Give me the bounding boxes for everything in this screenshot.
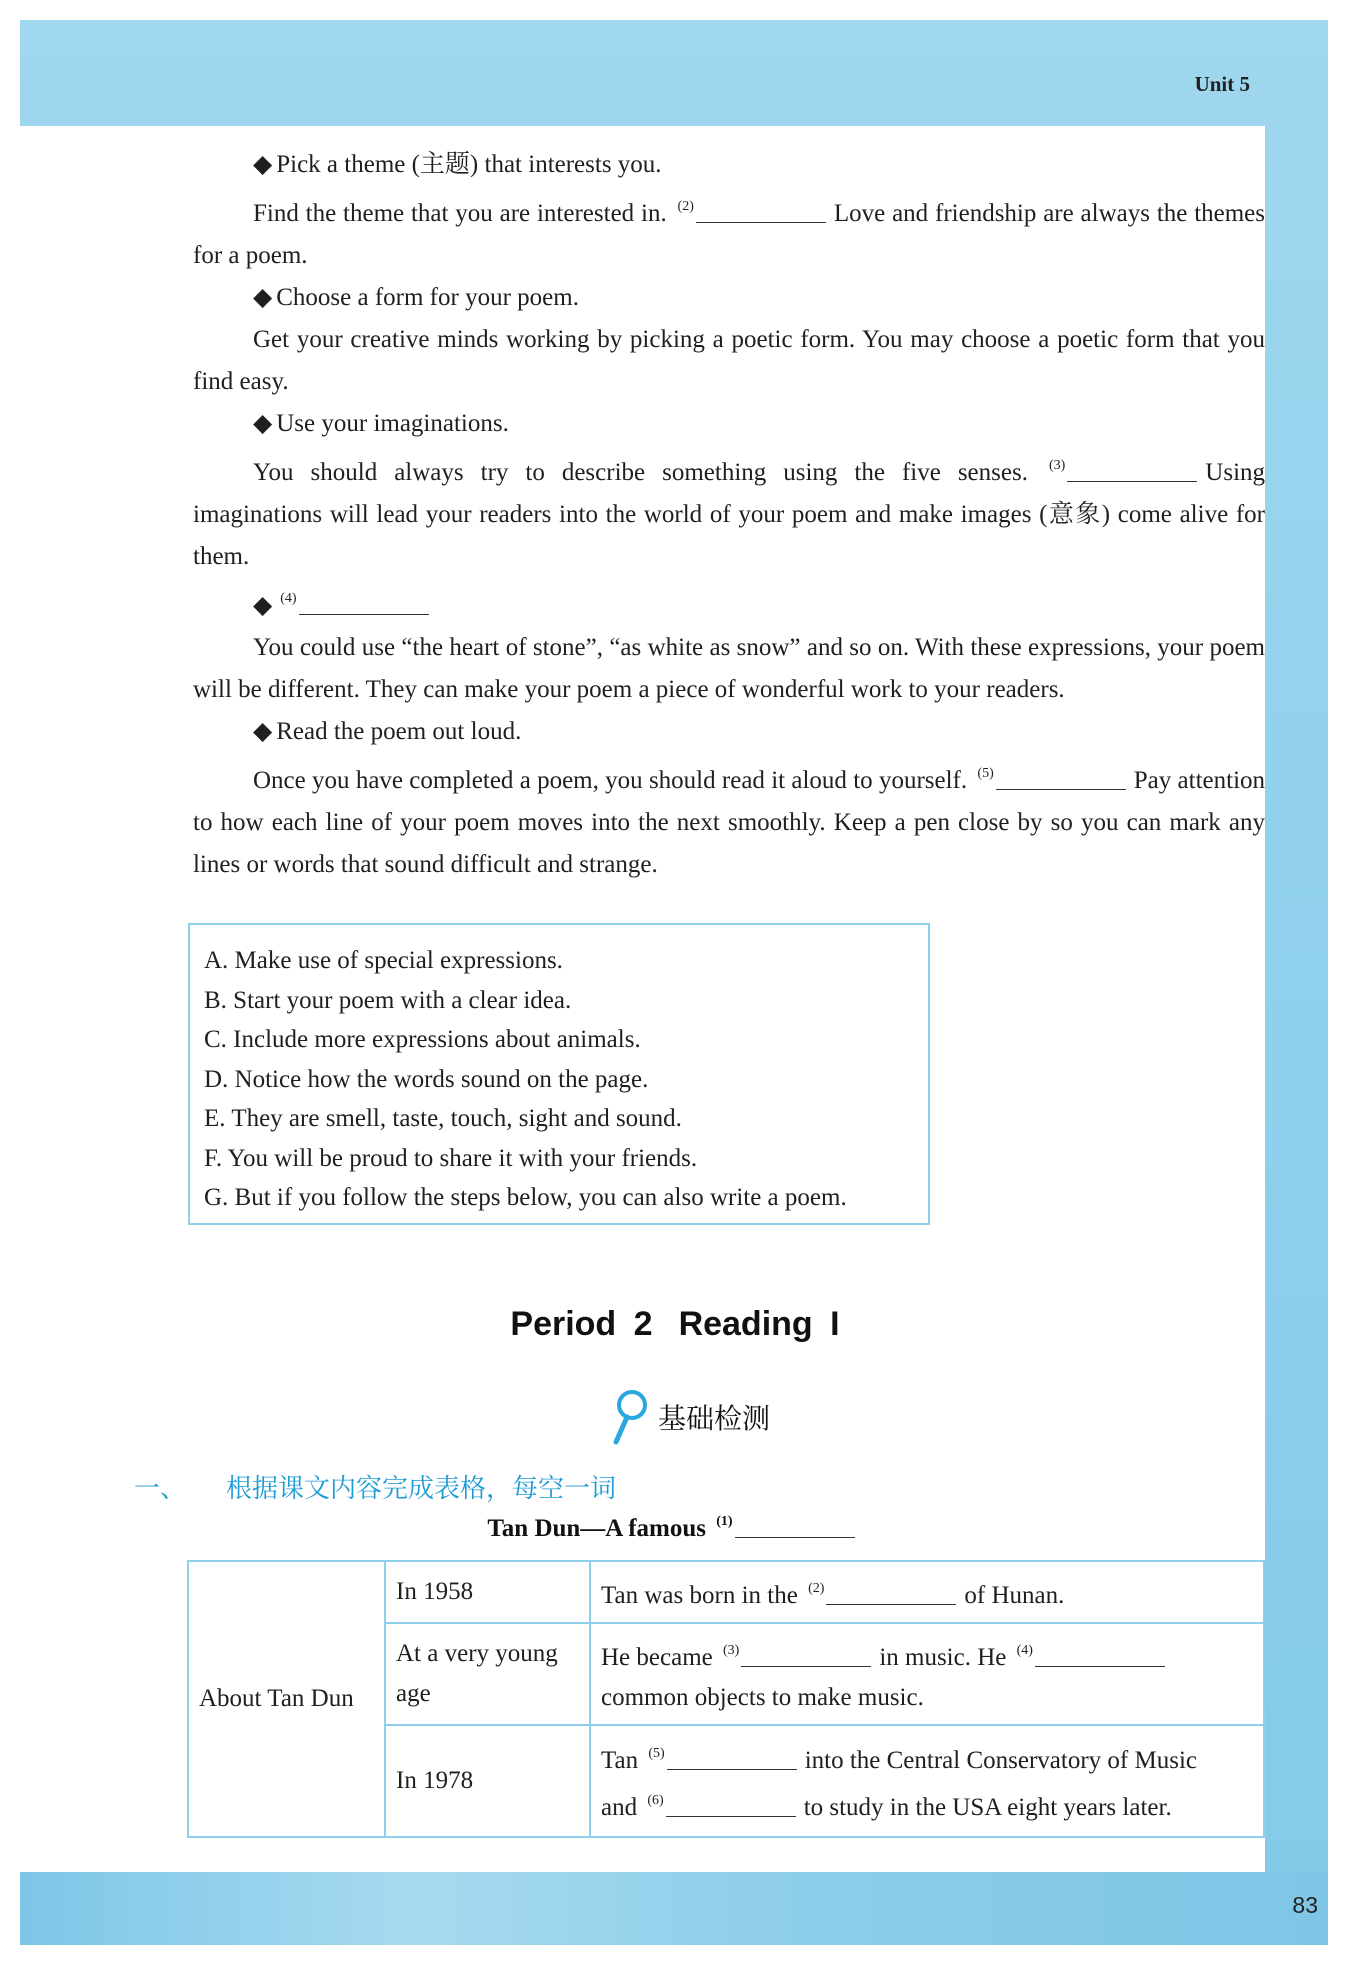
row-header-cell: About Tan Dun — [188, 1561, 385, 1837]
option-c: C. Include more expressions about animals. — [204, 1026, 641, 1053]
time-cell: In 1958 — [385, 1561, 590, 1623]
paragraph: You could use “the heart of stone”, “as white as snow” and so on. With these expressions, your poem will be different. They can make your poem a piece of wonderful work to your readers. — [193, 634, 1265, 703]
step-heading: ◆ Choose a form for your poem. — [253, 284, 579, 311]
answer-blank[interactable] — [996, 767, 1126, 790]
blank-number: (2) — [677, 199, 694, 214]
time-cell: In 1978 — [385, 1725, 590, 1837]
detail-cell: Tan was born in the $^{(2)}$ of Hunan. — [590, 1561, 1264, 1623]
magnifier-icon — [608, 1388, 650, 1446]
blank-number: (3) — [722, 1642, 740, 1658]
option-f: F. You will be proud to share it with your friends. — [204, 1144, 698, 1172]
period-label: Period 2 — [510, 1305, 653, 1343]
diamond-bullet-icon: ◆ — [253, 718, 273, 745]
step-heading: ◆ Read the poem out loud. — [253, 718, 522, 745]
period-name: Reading I — [678, 1305, 840, 1343]
step-heading: ◆ Pick a theme (主题) that interests you. — [253, 151, 662, 178]
option-a: A. Make use of special expressions. — [204, 947, 563, 974]
basic-check-header — [608, 1388, 770, 1446]
page-frame-bottom — [20, 1872, 1328, 1945]
blank-number: (4) — [1016, 1642, 1033, 1658]
blank-number: (5) — [648, 1746, 665, 1761]
answer-blank[interactable] — [826, 1582, 956, 1605]
blank-number: (4) — [280, 591, 297, 606]
diamond-bullet-icon: ◆ — [253, 592, 273, 619]
basic-check-label: 基础检测 — [658, 1402, 771, 1435]
blank-number: (6) — [647, 1793, 664, 1808]
detail-cell: Tan $^{(5)}$ into the Central Conservatory of Music and $^{(6)}$ to study in the USA eight years later. — [590, 1725, 1264, 1837]
answer-blank[interactable] — [741, 1644, 871, 1667]
answer-blank[interactable] — [1067, 459, 1197, 482]
detail-cell: He became $^{(3)}$ in music. He $^{(4)}$ common objects to make music. — [590, 1623, 1264, 1725]
reading-passage — [193, 144, 1265, 886]
table-title: Tan Dun—A famous $^{(1)}$ — [0, 1514, 1350, 1543]
paragraph: You should always try to describe something using the five senses. $^{(3)}$ Using imaginations will lead your readers into the world of your poem and make images (意象) come alive for them. — [193, 458, 1266, 570]
period-title — [0, 1305, 1350, 1344]
diamond-bullet-icon: ◆ — [253, 151, 273, 178]
option-g: G. But if you follow the steps below, you can also write a poem. — [204, 1184, 847, 1211]
table-row — [188, 1561, 1264, 1623]
answer-blank[interactable] — [299, 592, 429, 615]
time-cell: At a very young age — [385, 1623, 590, 1725]
blank-number: (2) — [808, 1580, 825, 1596]
answer-blank[interactable] — [696, 200, 826, 223]
step-heading: ◆ Use your imaginations. — [253, 410, 509, 437]
blank-number: (1) — [716, 1514, 733, 1529]
answer-blank[interactable] — [1035, 1644, 1165, 1667]
blank-number: (3) — [1048, 458, 1066, 473]
section-instruction — [134, 1468, 616, 1505]
option-b: B. Start your poem with a clear idea. — [204, 986, 572, 1014]
paragraph: Find the theme that you are interested in. $^{(2)}$ Love and friendship are always the themes for a poem. — [193, 199, 1266, 269]
answer-blank[interactable] — [667, 1747, 797, 1770]
page-number: 83 — [1292, 1892, 1318, 1918]
section-number: 一、 — [134, 1474, 187, 1504]
unit-label: Unit 5 — [1194, 72, 1250, 96]
paragraph: Get your creative minds working by picking a poetic form. You may choose a poetic form that you find easy. — [193, 326, 1265, 395]
diamond-bullet-icon: ◆ — [253, 410, 273, 437]
answer-blank[interactable] — [666, 1794, 796, 1817]
answer-blank[interactable] — [735, 1515, 855, 1538]
paragraph: Once you have completed a poem, you should read it aloud to yourself. $^{(5)}$ Pay attention to how each line of your poem moves into the next smoothly. Keep a pen close by so you can mark any lines or words that sound difficult and strange. — [193, 766, 1266, 878]
tan-dun-table — [187, 1560, 1265, 1838]
option-d: D. Notice how the words sound on the page. — [204, 1065, 649, 1093]
step-heading — [193, 578, 1265, 627]
blank-number: (5) — [977, 766, 994, 781]
diamond-bullet-icon: ◆ — [253, 284, 273, 311]
answer-options-box — [188, 923, 930, 1225]
option-e: E. They are smell, taste, touch, sight and sound. — [204, 1105, 682, 1132]
section-instruction-text: 根据课文内容完成表格，每空一词 — [226, 1474, 617, 1504]
